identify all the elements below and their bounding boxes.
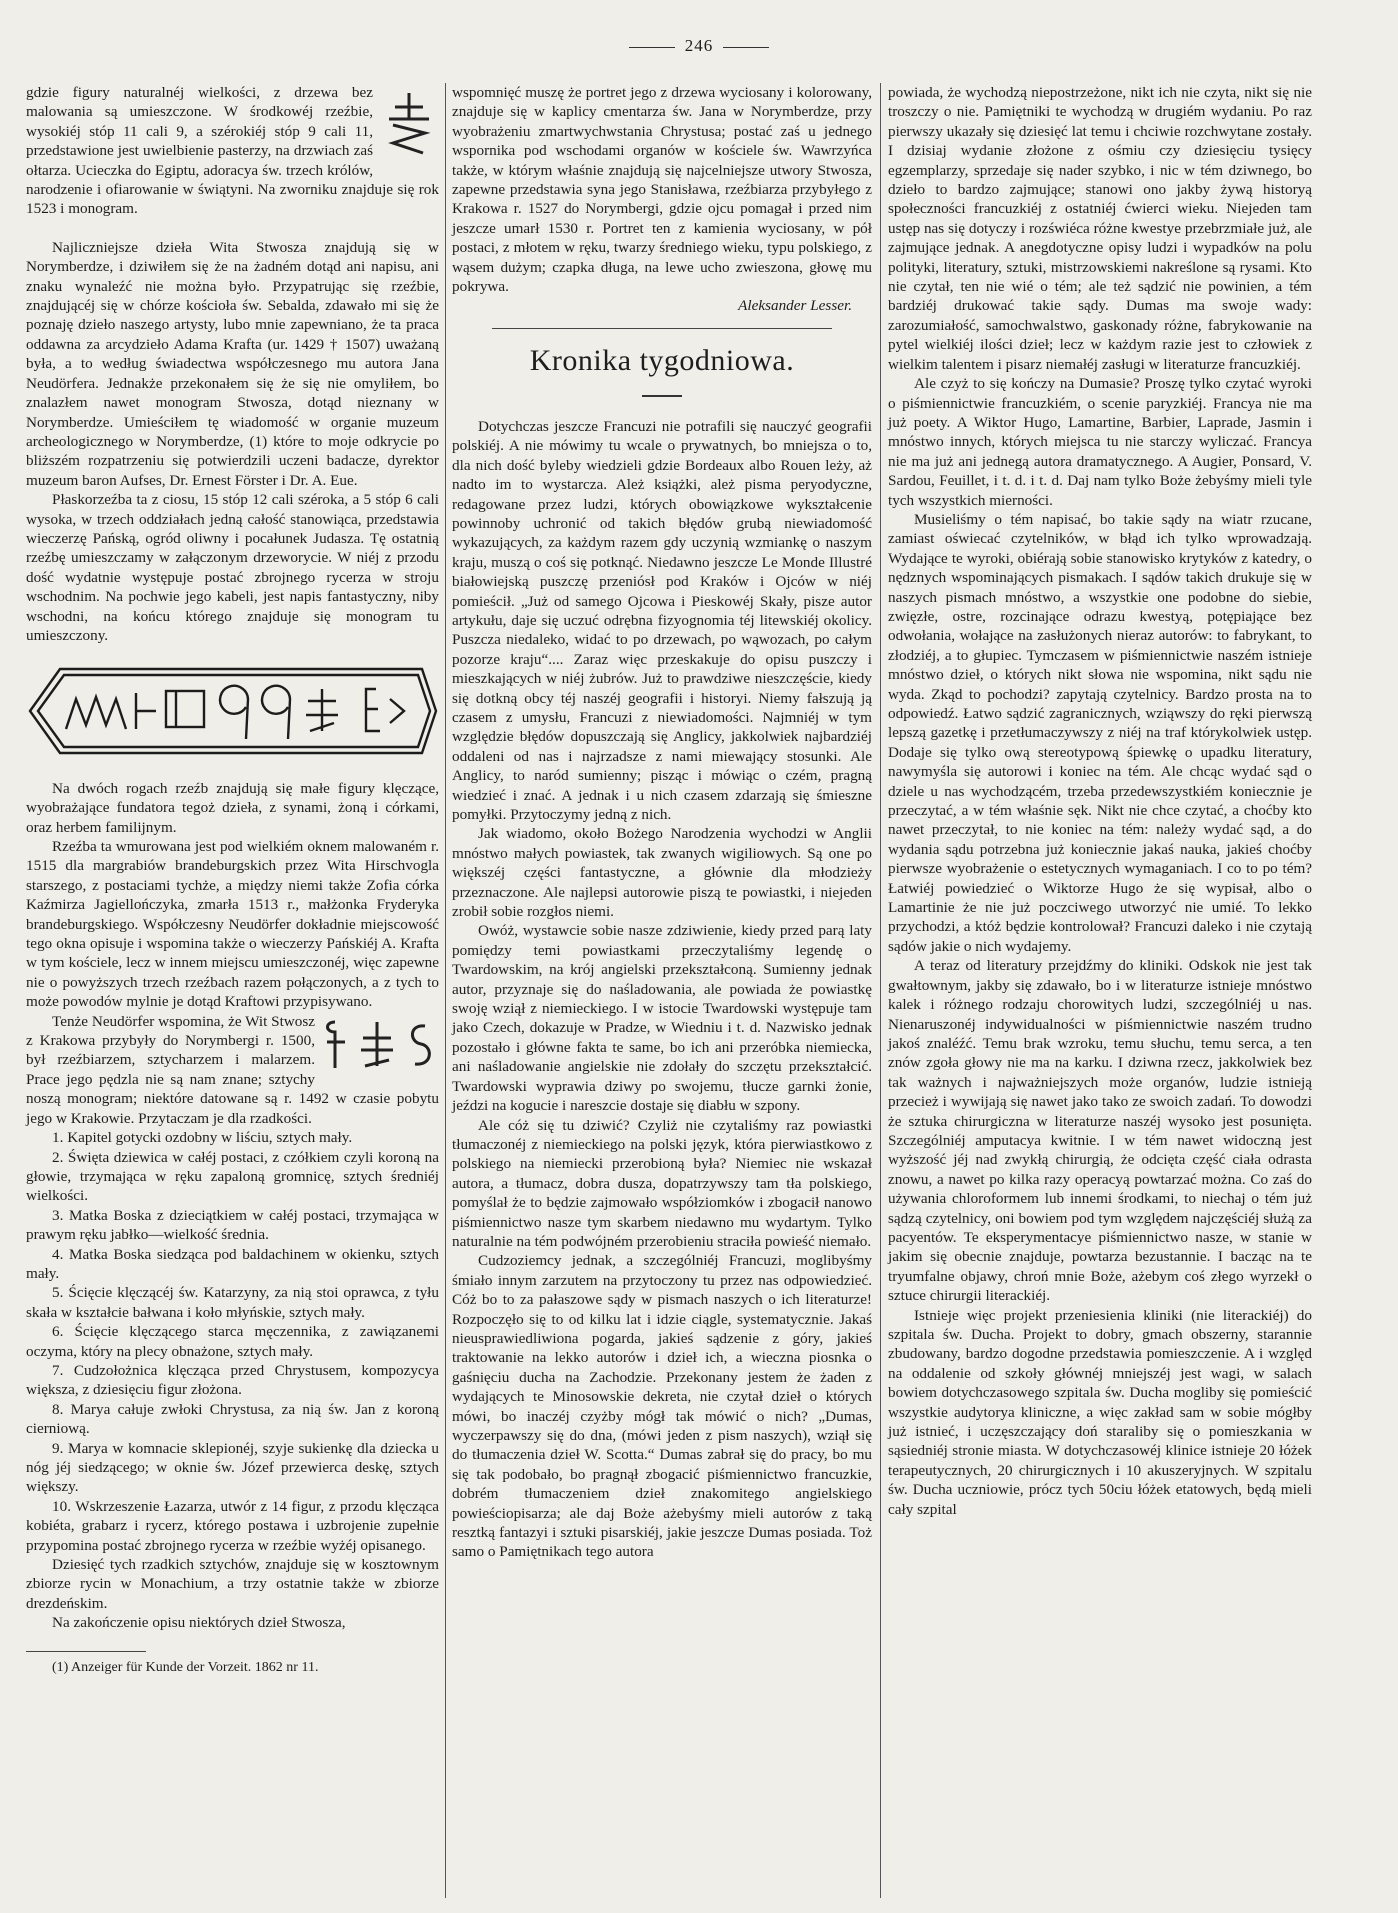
list-item: 6. Ścięcie klęczącego starca męczennika, z zawiązanemi oczyma, który na plecy obnażone, sztych mały. [26, 1323, 439, 1360]
column-3 [888, 83, 1312, 1519]
list-item: 3. Matka Boska z dzieciątkiem w całéj postaci, trzymająca w prawym ręku jabłko—wielkość średnia. [26, 1206, 439, 1244]
col1-paragraph-6: Tenże Neudörfer wspomina, że Wit Stwosz z Krakowa przybyły do Norymbergi r. 1500, był rzeźbiarzem, sztycharzem i malarzem. Prace jego pędzla nie są nam znane; sztychy noszą monogram; niektóre datowane są r. 1492 w czasie pobytu jego w Krakowie. Przytaczam je dla rzadkości. [26, 1012, 439, 1127]
col2-paragraph-5: Ale cóż się tu dziwić? Czyliż nie czytaliśmy raz powiastki tłumaczonéj z niemieckiego na polski język, która pierwiastkowo z polskiego na niemiecki przerobioną była? Niemiec nie wskazał autora, a tłumacz, dobra dusza, dopatrzywszy tam tła polskiego, pomyślał że to będzie zajmowało współziomków i zbogacił nanowo piśmiennictwo nasze tym skarbem niedawno mu wydartym. Tylko naturalnie na tém podwójném przerobieniu straciła powieść niemało. [452, 1116, 872, 1250]
col2-paragraph-1: wspomnięć muszę że portret jego z drzewa wyciosany i kolorowany, znajduje się w kaplicy cmentarza św. Jana w Norymberdze, przy wyobrażeniu zmartwychwstania Chrystusa; postać zaś u jednego wspornika pod wschodami organów w kościele św. Wawrzyńca także, w którym właśnie znajdują się najcelniejsze utwory Stwosza, zapewne przedstawia syna jego Stanisława, rzeźbiarza przybyłego z Krakowa r. 1527 do Norymbergi, gdzie ojcu pomagał i przed nim jeszcze umarł 1530 r. Portret ten z kamienia wyciosany, w pół postaci, z młotem w ręku, twarzy średniego wieku, typu polskiego, z wąsem dużym; czapka długa, na lewe ucho zwieszona, głowę mu pokrywa. [452, 84, 872, 296]
col3-paragraph-4: A teraz od literatury przejdźmy do kliniki. Odskok nie jest tak gwałtownym, jakby się zdawało, bo i w literaturze istnieje mnóstwo kalek i różnego rodzaju chorowitych ludzi, szczególniéj u nas. Nienaruszonéj indywidualności w piśmiennictwie naszém trudno jakoś znaléźć. Temu brak wzroku, temu słuchu, temu serca, a ten znów zgoła głowy nie ma na karku. I dziwna rzecz, jakkolwiek bez tak ważnych i najważniejszych może organów, ludzie istnieją przecież i wywijają się nawet jako tako ze swoich zadań. To dowodzi że sztuka chirurgiczna w literaturze naszéj wysoko jest posunięta. Szczególniéj amputacya kwitnie. I w tém nawet widoczną jest wyższość jéj nad zwykłą chirurgią, że odcięta część ciała odrasta znowu, a nawet po kilka razy operacyą powtarzać można. Co zaś do używania chloroformem lub innemi środkami, to niechaj o tém już sądzą czytelnicy, oni bowiem pod tym względem najczęściéj służą za pacyentów. Te eksperymentacye piśmiennictwo nasze, w stanie w jakim się obecnie znajduje, powtarza bezustannie. I bacząc na te tryumfalne objawy, chroń mnie Boże, ażebym coś złego wyrzekł o sztuce chirurgii literackiéj. [888, 957, 1312, 1305]
list-item: 9. Marya w komnacie sklepionéj, szyje sukienkę dla dziecka u nóg jéj siedzącego; w oknie św. Józef przewierca deskę, sztych większy. [26, 1439, 439, 1496]
col2-paragraph-2: Dotychczas jeszcze Francuzi nie potrafili się nauczyć geografii polskiéj. A nie mówimy tu wcale o prywatnych, bo mniejsza o to, dla nich dość byleby wiedzieli gdzie Bordeaux albo Rouen leży, aż nadto im to wystarcza. Ależ książki, ależ pisma peryodyczne, redagowane przez ludzi, których obowiązkowe wykształcenie powinnoby uchronić od takich błędów grubą niewiadomość wykazujących, za każdym razem gdy uczynią wzmiankę o naszym kraju, muszą o coś się potknąć. Niedawno jeszcze Le Monde Illustré białowiejską puszczę przeniósł pod Kraków i Ojców w niéj pomieścił. „Już od samego Ojcowa i Pieskowéj Skały, pisze autor artykułu, daje się uczuć odrębna fizyognomia téj litewskiéj okolicy. Puszcza niedaleko, widać to po drzewach, po wąwozach, po całym pozorze kraju“.... Zaraz więc przeskakuje do opisu puszczy i mieszkających w niéj żubrów. Już to prawdziwe nieszczęście, kiedy się dotkną obcy téj naszéj geografii i historyi. Niemy fałszują ją czasem z umysłu, Francuzi z niewiadomości. Najmniéj w tym względzie błędów dopuszczają się Anglicy, jakkolwiek najbardziéj oddaleni od nas i najrzadsze z nami miewający stosunki. Ale Anglicy, to naród sumienny; pisząc i mówiąc o czém, pragną wiedzieć i znać. A jednak i u nich czasem zdarzają się śmieszne pomyłki. Przytoczymy jedną z nich. [452, 417, 872, 823]
list-item: 8. Marya całuje zwłoki Chrystusa, za nią św. Jan z koroną cierniową. [26, 1400, 439, 1438]
title-underline [642, 395, 682, 397]
section-divider [492, 328, 832, 329]
list-item: 5. Ścięcie klęczącéj św. Katarzyny, za nią stoi oprawca, z tyłu skała w kształcie bałwana i koło młyńskie, sztych mały. [26, 1284, 439, 1321]
inscription-monogram-icon [26, 659, 439, 763]
list-item: 2. Święta dziewica w całéj postaci, z czółkiem czyli koroną na głowie, trzymająca w ręku zapaloną gromnicę, sztych średniéj wielkości. [26, 1148, 439, 1205]
col2-paragraph-3: Jak wiadomo, około Bożego Narodzenia wychodzi w Anglii mnóstwo małych powiastek, tak zwanych wigiliowych. Są one po większéj części fantastyczne, a głównie dla młodzieży przeznaczone. Ale najlepsi autorowie piszą te powiastki, i niejeden zrobił sobie rozgłos niemi. [452, 825, 872, 921]
page-number-rule-left [629, 47, 675, 48]
section-title: Kronika tygodniowa. [529, 343, 795, 377]
footnote: (1) Anzeiger für Kunde der Vorzeit. 1862 nr 11. [52, 1659, 319, 1675]
monogram-glyph-icon [379, 89, 439, 159]
list-item: 1. Kapitel gotycki ozdobny w liściu, sztych mały. [52, 1129, 353, 1147]
col2-paragraph-4: Owóż, wystawcie sobie nasze zdziwienie, kiedy przed parą laty pomiędzy temi powiastkami przeczytaliśmy legendę o Twardowskim, na krój angielski przekształconą. Sumienny jednak autor, przyznaje się do naśladowania, ale powiada że powiastkę swoję wziął z niemieckiego. I w istocie Twardowski występuje tam jako Czech, dokazuje w Pradze, w Wiedniu i t. d. Nazwisko jednak pozostało i główne fakta te same, bo ich ani przeróbka niemiecka, ani naśladowanie angielskie nie zdołały do szczętu przekształcić. Twardowski wyprawia dziwy po swojemu, tłucze garnki żonie, jeździ na kogucie i nareszcie dostaje się diabłu w szpony. [452, 922, 872, 1115]
col1-paragraph-3: Płaskorzeźba ta z ciosu, 15 stóp 12 cali széroka, a 5 stóp 6 cali wysoka, w trzech oddziałach jedną całość stanowiąca, przedstawia wieczerzę Pańską, ogród oliwny i pocałunek Judasza. Tę ostatnią rzeźbę umieszczamy w załączonym drzeworycie. W niéj z przodu dość wydatnie występuje postać zbrojnego rycerza w stroju wschodnim. Na pochwie jego kabeli, jest napis fantastyczny, niby wschodni, na końcu którego znajduje się monogram tu umieszczony. [26, 491, 439, 644]
column-divider-1 [445, 83, 446, 1898]
page-number-rule-right [723, 47, 769, 48]
column-divider-2 [880, 83, 881, 1898]
signature-monogram-icon [321, 1016, 439, 1072]
col3-paragraph-5: Istnieje więc projekt przeniesienia kliniki (nie literackiéj) do szpitala św. Ducha. Projekt to dobry, gmach obszerny, starannie zbudowany, bardzo dogodne przedstawia pomieszczenie. A i względ na oddalenie od szkoły głównéj mniejszéj jest wagi, w salach bowiem dotychczasowego szpitala św. Ducha mogliby się pomieścić wszystkie audytorya kliniczne, a więc zakład sam w sobie mógłby już istnieć, i uczęszczający doń staraliby się o pomieszkania w sąsiedniéj stronie miasta. W dotychczasowéj klinice istnieje 20 łóżek terapeutycznych, 20 chirurgicznych i 10 akuszeryjnych. W szpitalu św. Ducha uczniowie, prócz tych 50ciu łóżek etatowych, będą mieli cały szpital [888, 1306, 1312, 1518]
page-number [0, 36, 1398, 56]
column-2 [452, 83, 872, 1562]
list-item: 4. Matka Boska siedząca pod baldachinem w okienku, sztych mały. [26, 1245, 439, 1282]
col1-paragraph-2: Najliczniejsze dzieła Wita Stwosza znajdują się w Norymberdze, i dziwiłem się że na żadném dotąd ani napisu, ani znaku wynaleźć nie można było. Przypatrując się rzeźbie, znajdującéj się w chórze kościoła św. Sebalda, zdawało mi się że poznaję dzieło naszego artysty, lubo mnie zapewniano, że ta praca oddawna za arcydzieło Adama Krafta (ur. 1429 † 1507) uważaną była, a to według świadectwa współczesnego mu autora Jana Neudörfera. Jednakże przekonałem się że się nie omyliłem, bo znalazłem nawet monogram Stwosza, dotąd nieznany w Norymberdze. Umieściłem tę wiadomość w organie muzeum archeologicznego w Norymberdze, (1) które to moje odkrycie po bliższém rozpatrzeniu się potwierdzili uczeni badacze, dyrektor muzeum baron Aufses, Dr. Ernest Förster i Dr. A. Eue. [26, 238, 439, 489]
col1-paragraph-7: Dziesięć tych rzadkich sztychów, znajduje się w kosztownym zbiorze rycin w Monachium, a trzy ostatnie także w zbiorze drezdeńskim. [26, 1556, 439, 1612]
list-item: 7. Cudzołożnica klęcząca przed Chrystusem, kompozycya większa, z dziesięciu figur złożona. [26, 1361, 439, 1399]
col3-paragraph-1: powiada, że wychodzą niepostrzeżone, nikt ich nie czyta, nikt się nie troszczy o nie. Pamiętniki te wychodzą w drugiém wydaniu. Po raz pierwszy ukazały się dziesięć lat temu i chciwie rozchwytane zostały. I dzisiaj wydanie złożone z ośmiu czy dziesięciu tysięcy egzemplarzy, sprzedaje się nader szybko, i nic w tém dziwnego, bo dzieło to bardzo zajmujące; stanowi ono jakby żywą historyą społeczności francuzkiéj z ostatniéj ćwierci wieku. Niejeden tam ustęp nas się dotyczy i rozświéca różne kwestye przebrzmiałe już, ale zajmujące jednak. A anegdotyczne opisy ludzi i wypadków na polu polityki, literatury, sztuki, mistrzowskiemi nakreślone są rysami. Kto nie czytał, ten nie wié o tém; ale też sądzić nie powinien, a tém bardziéj drukować takie sądy. Dumas ma swoje wady: zarozumiałość, samochwalstwo, gaskonady różne, fabrykowanie na pytel wielkiéj ilości dzieł; lecz w każdym razie jest to człowiek z wielkim talentem i pisarz niemałéj zasługi w literaturze francuzkiéj. [888, 84, 1312, 373]
col2-paragraph-6: Cudzoziemcy jednak, a szczególniéj Francuzi, moglibyśmy śmiało innym zarzutem na przytoczony tu przez nas odpowiedzieć. Cóż bo to za pałaszowe sądy w pismach naszych o ich literaturze! Rozpoczęło się to od kilku lat i idzie ciągle, systematycznie. Jakaś nieusprawiedliwiona pogarda, jakieś sądzenie z góry, jakieś traktowanie na lekko autorów i dzieł ich, a wieczna piosnka o gaśnięciu ducha na Zachodzie. Przekonany jestem że żaden z wydających te Minosowskie dekreta, nie czytał dzieł o których mówi, bo inaczéj czyżby mógł tak mówić o nich? „Dumas, wyczerpawszy się do dna, (mówi jeden z pism naszych), wziął się do tłumaczenia dzieł W. Scotta.“ Dumas zabrał się do pracy, bo mu się tak podobało, bo pragnął zbogacić piśmiennictwo francuzkie, dobrém tłumaczeniem dzieł znakomitego angielskiego powieściopisarza; ale daj Boże ażebyśmy mieli autorów z taką resztką fantazyi i sztuki pisarskiéj, jakie jeszcze Dumas posiada. Toż samo o Pamiętnikach tego autora [452, 1252, 872, 1561]
col3-paragraph-3: Musieliśmy o tém napisać, bo takie sądy na wiatr rzucane, zamiast oświecać czytelników, w błąd ich tylko wprowadzają. Wydające te wyroki, obiérają sobie stanowisko krytyków z katedry, o nędznych wspominających pismakach. I sądów takich drukuje się w naszych pismach mnóstwo, a wszystkie one podobne do siebie, zwięzłe, ostre, rozcinające odrazu kwestyą, potępiające bez odwołania, wołające na zasłużonych nieraz autorów: to fabrykant, to złodziéj, a to głupiec. Tymczasem w piśmiennictwie naszém istnieje mnóstwo dzieł, o których nikt słowa nie wspomina, nikt sądu nie wyda. Zkąd to pochodzi? zapytają czytelnicy. Bardzo prosta na to odpowiedź. Łatwo sądzić zagranicznych, wziąwszy do ręki pierwszą lepszą gazetkę i przetłumaczywszy z niéj na traf którykolwiek ustęp. Dodaje się tylko ową stereotypową śpiewkę o upadku literatury, nawymyśla się autorowi i koniec na tém. Ale chcąc wydać sąd o dziele u nas wychodzącém, trzeba przedewszystkiém koniecznie je przeczytać, a w tém właśnie sęk. Nikt nie chce czytać, a choćby kto nawet przeczytał, to nie koniec na tém: należy wydać sąd, a do wydania sądu potrzebna już koniecznie jakaś nauka, jakieś choćby pierwsze wyobrażenie o estetycznych wymaganiach. I co to po tém? Łatwiéj powiedzieć o Wiktorze Hugo że się wypisał, albo o Lamartinie że nie już poczciwego utworzyć nie umié. To lekko przychodzi, a któż będzie kontrolował? Francuzi daleko i nie czytają sądów jakie o nich wydajemy. [888, 510, 1312, 955]
page-number-text: 246 [684, 36, 714, 55]
col1-paragraph-5: Rzeźba ta wmurowana jest pod wielkiém oknem malowaném r. 1515 dla margrabiów brandeburgskich przez Wita Hirschvogla starszego, z postaciami tychże, a między niemi także Zofia córka Kaźmirza Jagiellończyka, zmarła 1513 r., małżonka Fryderyka brandeburgskiego. Współczesny Neudörfer dokładnie miejscowość tego okna opisuje i wspomina także o wieczerzy Pańskiéj A. Krafta w tym kościele, lecz w innem miejscu umieszczonéj, więc zapewne nie o powyższych trzech rzeźbach razem połączonych, a z tych to może powodów mylnie je dotąd Kraftowi przypisywano. [26, 838, 439, 1011]
col3-paragraph-2: Ale czyż to się kończy na Dumasie? Proszę tylko czytać wyroki o piśmiennictwie francuzkiém, o scenie paryzkiéj. Francya nie ma już poety. A Wiktor Hugo, Lamartine, Barbier, Laprade, Jasmin i mnóstwo innych, których miejsca tu nie starczy wyliczać. Francya nie ma już ani jednegą autora dramatycznego. A Augier, Ponsard, V. Sardou, Feuillet, i t. d. i t. d. Daj nam tylko Boże żebyśmy mieli tyle tych wszystkich mierności. [888, 375, 1312, 509]
column-1 [26, 83, 439, 1677]
author-signature: Aleksander Lesser. [738, 297, 852, 315]
list-item: 10. Wskrzeszenie Łazarza, utwór z 14 figur, z przodu klęcząca kobiéta, grabarz i rycerz, którego postawa i uzbrojenie zupełnie przypomina postać zbrojnego rycerza w rzeźbie wyżéj opisanego. [26, 1497, 439, 1554]
engravings-list [26, 1128, 439, 1555]
footnote-rule [26, 1651, 146, 1652]
col1-paragraph-1: gdzie figury naturalnéj wielkości, z drzewa bez malowania są umieszczone. W środkowéj rzeźbie, wysokiéj stóp 11 cali 9, a szérokiéj stóp 9 cali 11, przedstawione jest uwielbienie pasterzy, na drzwiach zaś ołtarza. Ucieczka do Egiptu, adoracya św. trzech królów, narodzenie i ofiarowanie w świątyni. Na zworniku znajduje się rok 1523 i monogram. [26, 84, 439, 218]
col1-paragraph-4: Na dwóch rogach rzeźb znajdują się małe figury klęczące, wyobrażające fundatora tegoż dzieła, z synami, żoną i córkami, oraz herbem familijnym. [26, 779, 439, 836]
col1-paragraph-8: Na zakończenie opisu niektórych dzieł Stwosza, [52, 1614, 346, 1632]
